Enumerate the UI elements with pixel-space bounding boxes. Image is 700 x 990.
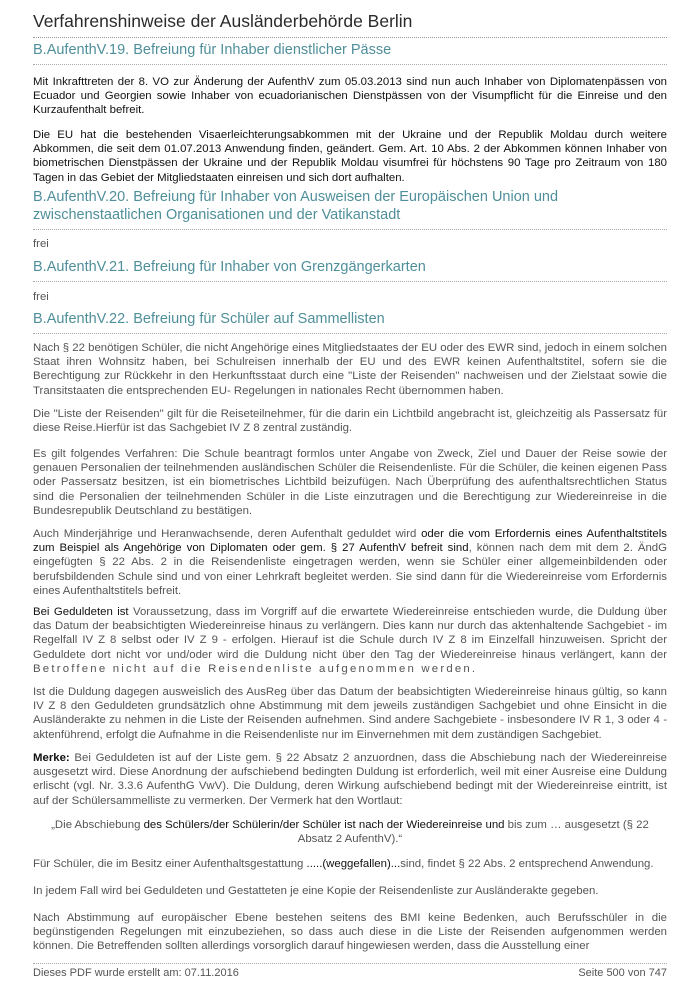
quote-end: bis zum … ausgesetzt (§ 22 Absatz 2 AufenthV).“ — [297, 819, 649, 846]
paragraph-22-7 — [33, 751, 667, 808]
p8-emphasis: .....(weggefallen)... — [306, 858, 401, 870]
p7-text: Bei Geduldeten ist auf der Liste gem. § 22 Absatz 2 anzuordnen, dass die Abschiebung nach der Wiedereinreise ausgesetzt wird. Diese Anordnung der aufschiebend bedingten Duldung ist erforderlich, weil mit einer Ausreise eine Duldung erlischt (vgl. Nr. 3.3.6 AufenthG VwV). Die Duldung, deren Wirkung aufschiebend bedingt mit der Wiedereinreise eintritt, ist auf der Schülersammelliste zu vermerken. Der Vermerk hat den Wortlaut: — [33, 752, 667, 807]
p8-text-end: sind, findet § 22 Abs. 2 entsprechend Anwendung. — [400, 858, 654, 870]
paragraph-22-9: In jedem Fall wird bei Geduldeten und Gestatteten je eine Kopie der Reisendenliste zur Ausländerakte gegeben. — [33, 885, 599, 897]
page-footer — [33, 963, 667, 981]
heading-b-aufenthv-20: B.AufenthV.20. Befreiung für Inhaber von Ausweisen der Europäischen Union und zwischenstaatlichen Organisationen und der Vatikanstadt — [33, 188, 667, 230]
p4-emphasis: oder die vom Erfordernis eines Aufenthaltstitels zum Beispiel als Angehörige von Diplomaten oder gem. § 27 AufenthV befreit sind — [33, 528, 667, 555]
paragraph-21-frei: frei — [33, 291, 49, 303]
paragraph-20-frei: frei — [33, 238, 49, 250]
p8-text-start: Für Schüler, die im Besitz einer Aufenthaltsgestattung — [33, 858, 307, 870]
heading-b-aufenthv-22: B.AufenthV.22. Befreiung für Schüler auf Sammellisten — [33, 310, 667, 334]
document-title: Verfahrenshinweise der Ausländerbehörde Berlin — [33, 9, 667, 38]
paragraph-22-4 — [33, 527, 667, 598]
paragraph-19-2: Die EU hat die bestehenden Visaerleichterungsabkommen mit der Ukraine und der Republik Moldau durch weitere Abkommen, die seit dem 01.07.2013 Anwendung finden, geändert. Gem. Art. 10 Abs. 2 der Abkommen können Inhaber von biometrischen Dienstpässen der Ukraine und der Republik Moldau visumfrei für höchstens 90 Tage pro Zeitraum von 180 Tagen in das Gebiet der Mitgliedstaaten einreisen und sich dort aufhalten. — [33, 129, 667, 184]
p4-text-start: Auch Minderjährige und Heranwachsende, deren Aufenthalt geduldet wird — [33, 528, 422, 540]
p5-text: Voraussetzung, dass im Vorgriff auf die erwartete Wiedereinreise entschieden wurde, die Duldung über das Datum der beabsichtigten Wiedereinreise hinaus zu verlängern. Dies kann nur durch das aktenhaltende Sachgebiet - im Regelfall IV Z 8 selbst oder IV Z 9 - erfolgen. Hierauf ist die Schule durch IV Z 8 im Einzelfall hinzuweisen. Spricht der Geduldete dort nicht vor und/oder wird die Duldung nicht über den Tag der Wiedereinreise hinaus verlängert, kann der — [33, 606, 667, 661]
paragraph-19-1: Mit Inkrafttreten der 8. VO zur Änderung der AufenthV zum 05.03.2013 sind nun auch Inhaber von Diplomatenpässen von Ecuador und Georgien sowie Inhaber von ecuadorianischen Dienstpässen von der Visumpflicht für die Einreise und den Kurzaufenthalt befreit. — [33, 76, 667, 117]
footer-page-number: Seite 500 von 747 — [578, 967, 667, 979]
paragraph-22-5 — [33, 605, 667, 676]
quote-wortlaut — [33, 818, 667, 846]
paragraph-22-6: Ist die Duldung dagegen ausweislich des AusReg über das Datum der beabsichtigten Wiedereinreise hinaus gültig, so kann IV Z 8 den Geduldeten grundsätzlich ohne Abstimmung mit dem jeweils zuständigen Sachgebiet und ohne Einsicht in die Ausländerakte zu nehmen in die Liste der Reisenden aufnehmen. Sind andere Sachgebiete - insbesondere IV R 1, 3 oder 4 - aktenführend, erfolgt die Aufnahme in die Reisendenliste nur im Einvernehmen mit dem zuständigen Sachgebiet. — [33, 686, 667, 741]
footer-rule — [33, 963, 667, 964]
paragraph-22-8 — [33, 857, 667, 871]
p4-text-end: , können nach dem mit dem 2. ÄndG eingefügten § 22 Abs. 2 in die Reisendenliste eingetragen werden, wenn sie Schüler einer allgemeinbildenden oder berufsbildenden Schule sind und von einer Lehrkraft begleitet werden. Sie sind dann für die Wiedereinreise vom Erfordernis eines Aufenthaltstitels befreit. — [33, 542, 668, 597]
paragraph-22-3: Es gilt folgendes Verfahren: Die Schule beantragt formlos unter Angabe von Zweck, Ziel und Dauer der Reise sowie der genauen Personalien der teilnehmenden ausländischen Schüler die Reisendenliste. Für die Schüler, die keinen eigenen Pass oder Passersatz besitzen, ist ein biometrisches Lichtbild beizufügen. Nach Überprüfung des aufenthaltsrechtlichen Status sind die Personalien der teilnehmenden Schüler in die Liste einzutragen und die Berechtigung zur Wiedereinreise in die Bundesrepublik Deutschland zu bestätigen. — [33, 448, 667, 517]
paragraph-22-2: Die "Liste der Reisenden" gilt für die Reiseteilnehmer, für die darin ein Lichtbild angebracht ist, gleichzeitig als Passersatz für diese Reise.Hierfür ist das Sachgebiet IV Z 8 zentral zuständig. — [33, 408, 667, 435]
footer-created-date: Dieses PDF wurde erstellt am: 07.11.2016 — [33, 967, 239, 979]
p5-emphasis: Bei Geduldeten ist — [33, 606, 129, 618]
paragraph-22-1: Nach § 22 benötigen Schüler, die nicht Angehörige eines Mitgliedstaates der EU oder des EWR sind, jedoch in einem solchen Staat ihren Wohnsitz haben, bei Schulreisen innerhalb der EU und des EWR keinen Aufenthaltstitel, sofern sie die Berechtigung zur Rückkehr in den Herkunftsstaat durch eine "Liste der Reisenden" nachweisen und der Zielstaat sowie die Transitstaaten die entsprechenden EU- Regelungen in nationales Recht übernommen haben. — [33, 342, 667, 397]
quote-start: „Die Abschiebung — [51, 819, 144, 831]
quote-emphasis: des Schülers/der Schülerin/der Schüler ist nach der Wiedereinreise und — [143, 819, 505, 831]
merke-label: Merke: — [33, 752, 70, 764]
heading-b-aufenthv-19: B.AufenthV.19. Befreiung für Inhaber dienstlicher Pässe — [33, 41, 667, 65]
paragraph-22-10: Nach Abstimmung auf europäischer Ebene bestehen seitens des BMI keine Bedenken, auch Berufsschüler in die begünstigenden Regelungen mit einzubeziehen, so dass auch diese in die Liste der Reisenden aufgenommen werden können. Die Betreffenden sollten allerdings vorsorglich darauf hingewiesen werden, dass die Ausstellung einer — [33, 912, 667, 953]
heading-b-aufenthv-21: B.AufenthV.21. Befreiung für Inhaber von Grenzgängerkarten — [33, 258, 667, 282]
p5-spaced-line: Betroffene nicht auf die Reisendenliste aufgenommen werden. — [33, 662, 478, 675]
